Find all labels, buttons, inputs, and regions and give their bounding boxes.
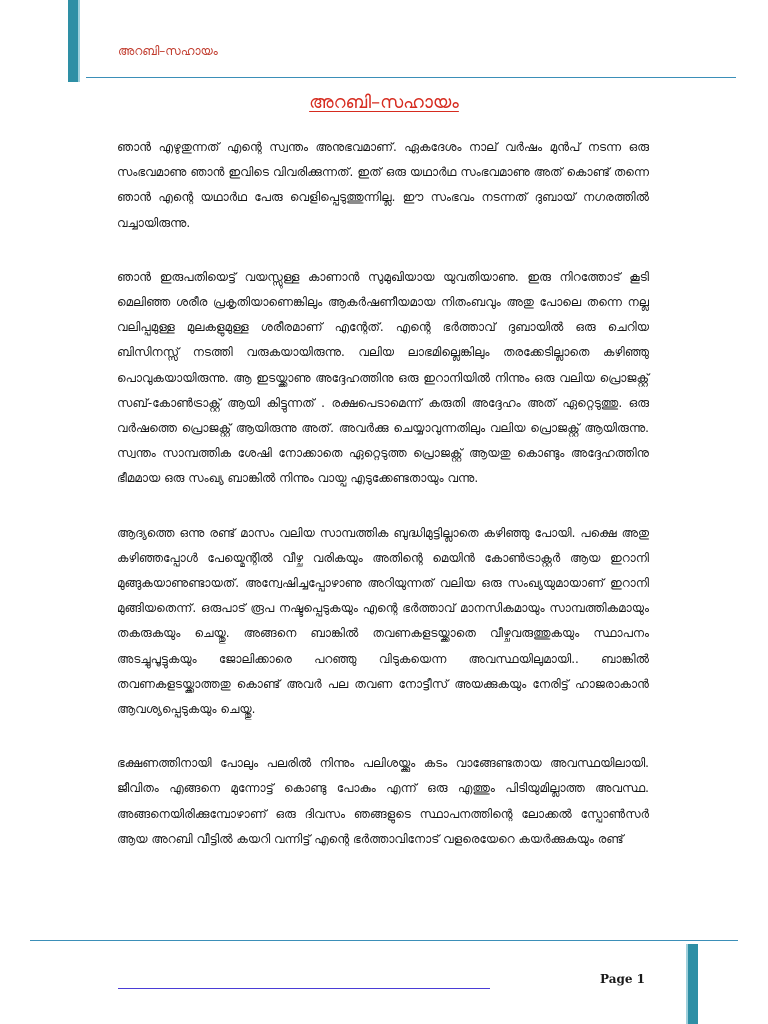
paragraph-3: ആദ്യത്തെ ഒന്നു രണ്ട് മാസം വലിയ സാമ്പത്തിക ബുദ്ധിമുട്ടില്ലാതെ കഴിഞ്ഞു പോയി. പക്ഷെ അതു കഴിഞ്ഞപ്പോൾ പേയ്മെന്റിൽ വീഴ്ച വരികയും അതിന്റെ മെയിൻ കോൺട്രാക്റ്റർ ആയ ഇറാനി മുങ്ങുകയാണുണ്ടായത്. അന്വേഷിച്ചപ്പോഴാണു അറിയുന്നത് വലിയ ഒരു സംഖ്യയുമായാണ് ഇറാനി മുങ്ങിയതെന്ന്. ഒരുപാട് രൂപ നഷ്ടപ്പെടുകയും എന്റെ ഭർത്താവ് മാനസികമായും സാമ്പത്തികമായും തകരുകയും ചെയ്തു. അങ്ങനെ ബാങ്കിൽ തവണകളടയ്ക്കാതെ വീഴ്ചവരുത്തുകയും സ്ഥാപനം അടച്ചുപൂട്ടുകയും ജോലിക്കാരെ പറഞ്ഞു വിടുകയെന്ന അവസ്ഥയിലുമായി.. ബാങ്കിൽ തവണകളടയ്ക്കാത്തതു കൊണ്ട് അവർ പല തവണ നോട്ടീസ് അയക്കുകയും നേരിട്ട് ഹാജരാകാൻ ആവശ്യപ്പെടുകയും ചെയ്തു. [117,525,649,717]
running-header-title: അറബി–സഹായം [118,44,218,58]
footer-link-underline[interactable] [118,988,490,989]
footer-divider [30,940,738,941]
paragraph-2: ഞാൻ ഇരുപതിയെട്ട് വയസ്സുള്ള കാണാൻ സുമുഖിയായ യുവതിയാണു. ഇരു നിറത്തോട് കൂടി മെലിഞ്ഞ ശരീര പ്രകൃതിയാണെങ്കിലും ആകർഷണീയമായ നിതംബവും അതു പോലെ തന്നെ നല്ല വലിപ്പമുള്ള മുലകളുമുള്ള ശരീരമാണ് എന്റേത്. എന്റെ ഭർത്താവ് ദുബായിൽ ഒരു ചെറിയ ബിസിനസ്സ് നടത്തി വരുകയായിരുന്നു. വലിയ ലാഭമില്ലെങ്കിലും തരക്കേടില്ലാതെ കഴിഞ്ഞു പൊവുകയായിരുന്നു. ആ ഇടയ്ക്കാണു അദ്ദേഹത്തിനു ഒരു ഇറാനിയിൽ നിന്നും ഒരു വലിയ പ്രൊജക്റ്റ് സബ്-കോൺട്രാക്റ്റ് ആയി കിട്ടുന്നത് . രക്ഷപെടാമെന്ന് കരുതി അദ്ദേഹം അത് ഏറ്റെടുത്തു. ഒരു വർഷത്തെ പ്രൊജക്റ്റ് ആയിരുന്നു അത്. അവർക്കു ചെയ്യാവുന്നതിലും വലിയ പ്രൊജക്റ്റ് ആയിരുന്നു. സ്വന്തം സാമ്പത്തിക ശേഷി നോക്കാതെ ഏറ്റെടുത്ത പ്രൊജക്റ്റ് ആയതു കൊണ്ടും അദ്ദേഹത്തിനു ഭീമമായ ഒരു സംഖ്യ ബാങ്കിൽ നിന്നും വായ്പ എടുക്കേണ്ടതായും വന്നു. [117,269,649,486]
paragraph-4: ഭക്ഷണത്തിനായി പോലും പലരിൽ നിന്നും പലിശയ്ക്കും കടം വാങ്ങേണ്ടതായ അവസ്ഥയിലായി. ജീവിതം എങ്ങനെ മുന്നോട്ട് കൊണ്ടു പോകും എന്ന് ഒരു എത്തും പിടിയുമില്ലാത്ത അവസ്ഥ. അങ്ങനെയിരിക്കുമ്പോഴാണ് ഒരു ദിവസം ഞങ്ങളുടെ സ്ഥാപനത്തിന്റെ ലോക്കൽ സ്പോൺസർ ആയ അറബി വീട്ടിൽ കയറി വന്നിട്ട് എന്റെ ഭർത്താവിനോട് വളരെയേറെ കയർക്കുകയും രണ്ട് [117,756,649,846]
header-divider [86,77,736,78]
document-title: അറബി–സഹായം [309,92,459,113]
footer-accent-bar [686,944,698,1024]
paragraph-1: ഞാൻ എഴുതുന്നത് എന്റെ സ്വന്തം അനുഭവമാണ്. ഏകദേശം നാല് വർഷം മുൻപ് നടന്ന ഒരു സംഭവമാണു ഞാൻ ഇവിടെ വിവരിക്കുന്നത്. ഇത് ഒരു യഥാർഥ സംഭവമാണു അത് കൊണ്ട് തന്നെ ഞാൻ എന്റെ യഥാർഥ പേരു വെളിപ്പെടുത്തുന്നില്ല. ഈ സംഭവം നടന്നത് ദുബായ് നഗരത്തിൽ വച്ചായിരുന്നു. [117,140,649,230]
document-body [117,135,649,881]
header-accent-bar [68,0,80,82]
page-number: Page 1 [600,972,646,986]
